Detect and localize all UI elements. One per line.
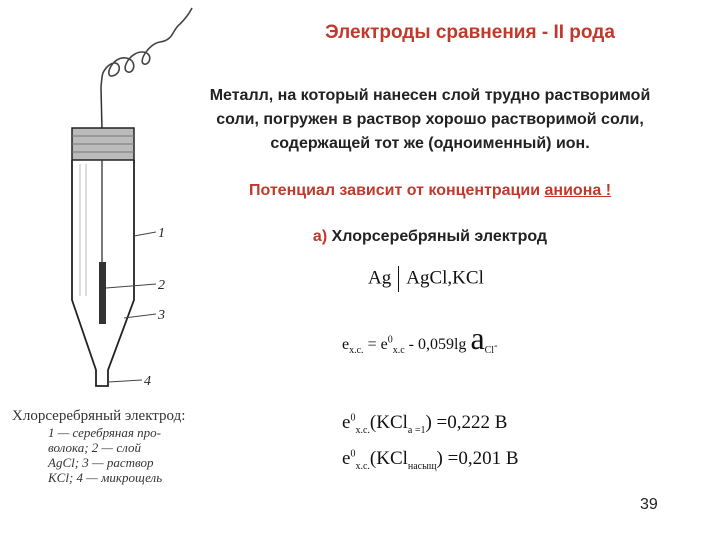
diagram-label-3: 3 (158, 308, 165, 323)
cell-salt: AgCl (406, 267, 448, 289)
legend-line: 1 — серебряная про- (48, 425, 162, 440)
leader-2 (106, 284, 156, 288)
cell-scheme (368, 266, 484, 292)
description-line: Металл, на который нанесен слой трудно растворимой (209, 87, 651, 104)
leader-4 (108, 380, 142, 382)
subhead-letter: а) (312, 228, 328, 245)
eq1-sup: 0 (387, 334, 393, 346)
eq1-e0: e (380, 336, 388, 353)
potential-statement (140, 182, 720, 200)
cell-separator: , (447, 267, 453, 289)
eq3-value: 0,201 В (458, 448, 519, 469)
eq1-equals: = (367, 336, 377, 353)
phase-boundary (398, 266, 399, 292)
diagram-label-1: 1 (158, 226, 165, 241)
description (140, 84, 720, 156)
agcl-layer (99, 262, 106, 324)
eq3-sub: х.с. (355, 460, 370, 472)
eq1-activity: a (470, 320, 485, 356)
eq3-saturated: насыщ (407, 460, 437, 472)
eq2-kcl: (KCl (369, 412, 408, 433)
cell-metal: Ag (368, 267, 392, 289)
eq1-sub2: х.с (392, 345, 405, 357)
eq1-coef: 0,059 (417, 336, 454, 353)
page-number: 39 (640, 496, 658, 513)
legend-heading: Хлорсеребряный электрод: (12, 408, 186, 424)
subhead-text: Хлорсеребряный электрод (331, 228, 548, 245)
eq3-sup: 0 (350, 448, 356, 460)
eq2-e: e (342, 412, 351, 433)
eq1-e: e (342, 336, 350, 353)
cell-electrolyte: KCl (452, 267, 484, 289)
potential-text: Потенциал зависит от концентрации (248, 182, 541, 199)
anion-emphasis: аниона ! (544, 182, 612, 199)
eq1-ion: Cl- (484, 340, 498, 357)
diagram-label-4: 4 (144, 374, 151, 389)
eq2-sup: 0 (350, 412, 356, 424)
legend-line: волока; 2 — слой (48, 440, 141, 455)
description-line: соли, погружен в раствор хорошо растворимой соли, (216, 111, 644, 128)
eq2-equals: = (436, 412, 448, 433)
saturated-potential-eq (342, 448, 519, 472)
silver-wire (101, 88, 102, 130)
diagram-legend (12, 408, 240, 485)
eq1-minus: - (408, 336, 414, 353)
eq2-close: ) (425, 412, 432, 433)
eq3-kcl: (KCl (369, 448, 408, 469)
eq1-lg: lg (453, 336, 467, 353)
standard-potential-eq (342, 412, 507, 436)
slide-title: Электроды сравнения - II рода (325, 22, 615, 43)
wire-coil (101, 8, 192, 88)
eq3-e: e (342, 448, 351, 469)
eq2-activity: a =1 (407, 424, 426, 436)
legend-line: KCl; 4 — микрощель (48, 470, 163, 485)
description-line: содержащей тот же (одноименный) ион. (270, 135, 590, 152)
nernst-equation (342, 320, 498, 357)
legend-line: AgCl; 3 — раствор (48, 455, 154, 470)
eq3-close: ) (436, 448, 443, 469)
subheading (140, 228, 720, 246)
eq2-sub: х.с. (355, 424, 370, 436)
eq2-value: 0,222 В (447, 412, 508, 433)
eq1-sub: х.с. (349, 345, 364, 357)
diagram-label-2: 2 (158, 278, 165, 293)
electrode-diagram (0, 0, 260, 408)
eq3-equals: = (447, 448, 459, 469)
